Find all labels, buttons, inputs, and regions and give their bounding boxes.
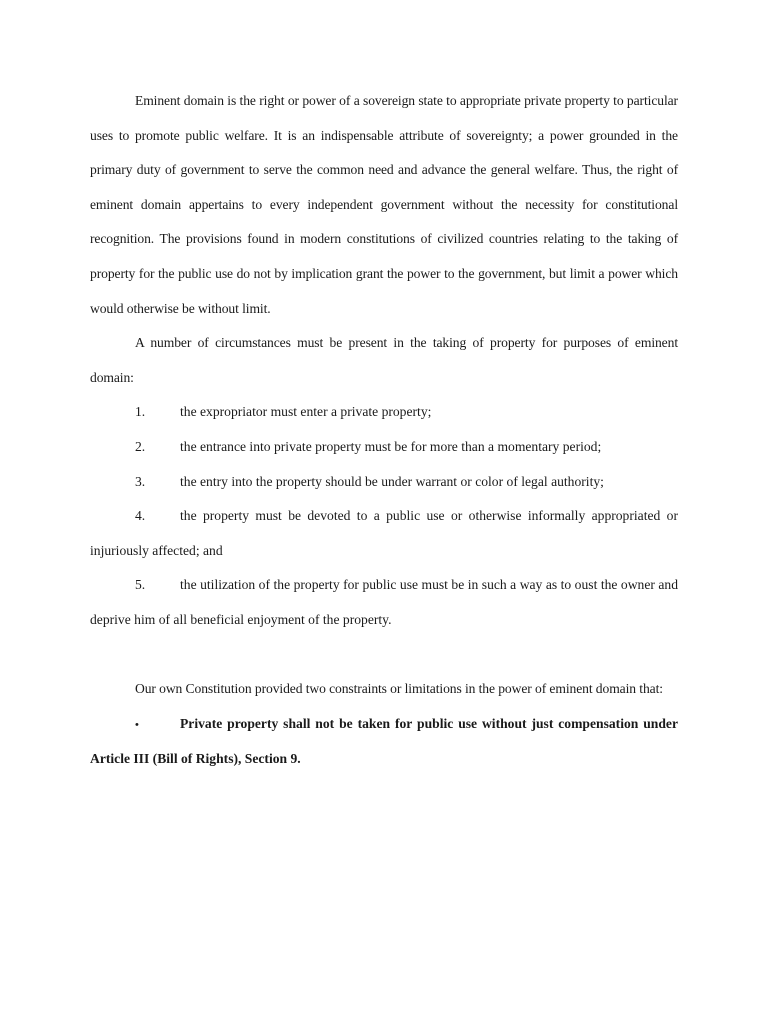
list-item [90, 568, 678, 637]
list-number: 2. [135, 438, 146, 454]
list-text: the entrance into private property must be for more than a momentary period; [180, 438, 602, 454]
list-text: the expropriator must enter a private property; [180, 404, 432, 420]
list-number: 3. [135, 473, 146, 489]
list-item [90, 395, 678, 430]
paragraph-constitution-limitations: Our own Constitution provided two constraints or limitations in the power of eminent domain that: [135, 681, 663, 697]
list-number: 5. [135, 577, 146, 593]
list-item [90, 499, 678, 568]
bullet-icon: • [135, 718, 139, 731]
paragraph-eminent-domain-definition: Eminent domain is the right or power of a sovereign state to appropriate private property to particular uses to promote public welfare. It is an indispensable attribute of sovereignty; a power grounded in the primary duty of government to serve the common need and advance the general welfare. Thus, the right of eminent domain appertains to every independent government without the necessity for constitutional recognition. The provisions found in modern constitutions of civilized countries relating to the taking of property for the public use do not by implication grant the power to the government, but limit a power which would otherwise be without limit. [90, 93, 678, 316]
list-number: 4. [135, 508, 146, 524]
list-text: the utilization of the property for public use must be in such a way as to oust the owner and deprive him of all beneficial enjoyment of the property. [90, 577, 678, 627]
list-item [90, 430, 678, 465]
list-text: the entry into the property should be under warrant or color of legal authority; [180, 473, 604, 489]
blank-line [90, 638, 678, 673]
bullet-item [90, 707, 678, 777]
bullet-text: Private property shall not be taken for public use without just compensation under Article III (Bill of Rights), Section 9. [90, 715, 678, 767]
list-text: the property must be devoted to a public use or otherwise informally appropriated or injuriously affected; and [90, 508, 678, 558]
list-number: 1. [135, 404, 146, 420]
list-item [90, 465, 678, 500]
paragraph-circumstances-intro: A number of circumstances must be present in the taking of property for purposes of eminent domain: [90, 335, 678, 385]
